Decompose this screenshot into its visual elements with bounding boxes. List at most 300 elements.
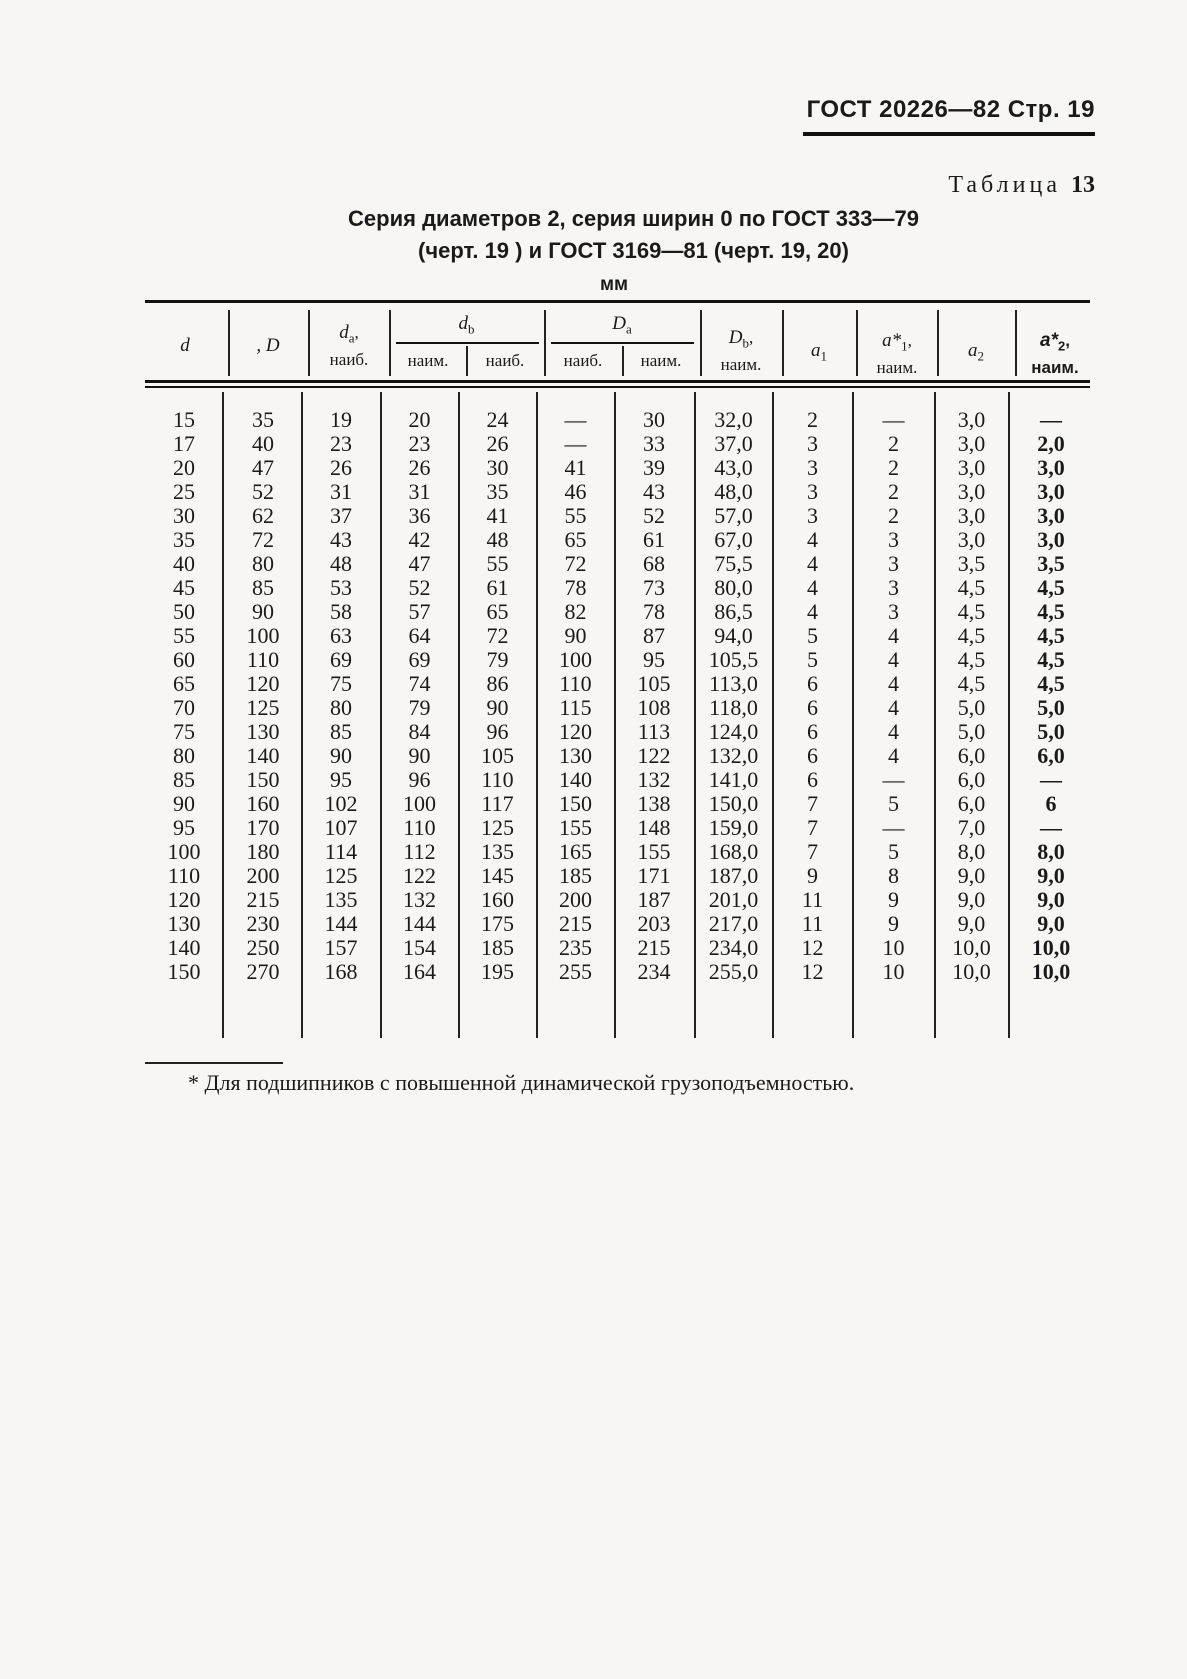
table-cell: 10	[882, 959, 905, 984]
table-cell: 150	[246, 767, 280, 792]
table-cell: 140	[246, 743, 280, 768]
table-caption-line1: Серия диаметров 2, серия ширин 0 по ГОСТ 333—79	[348, 206, 919, 231]
table-cell: 41	[564, 455, 587, 480]
table-cell: 55	[486, 551, 509, 576]
table-cell: 4,5	[1037, 623, 1065, 648]
table-cell: 26	[330, 455, 352, 480]
table-cell: 10,0	[952, 935, 991, 960]
table-cell: 9,0	[957, 863, 986, 888]
table-cell: 125	[324, 863, 358, 888]
col-a2-star	[1010, 408, 1092, 984]
col-header-D: , D	[256, 335, 280, 356]
col-da	[303, 408, 379, 984]
table-cell: 4	[807, 575, 818, 600]
table-cell: 10,0	[1031, 935, 1071, 960]
table-cell: 35	[252, 407, 274, 432]
table-cell: 160	[481, 887, 514, 912]
header-rule	[803, 132, 1095, 136]
table-cell: 230	[246, 911, 280, 936]
table-cell: 114	[324, 839, 358, 864]
table-cell: 165	[559, 839, 592, 864]
table-cell: 80	[330, 695, 352, 720]
table-cell: 72	[564, 551, 587, 576]
table-cell: 6,0	[957, 791, 986, 816]
table-cell: —	[564, 407, 587, 432]
table-cell: 43,0	[714, 455, 753, 480]
table-cell: 2,0	[1037, 431, 1065, 456]
table-cell: 4,5	[957, 599, 986, 624]
table-cell: 90	[408, 743, 431, 768]
col-db-min	[382, 408, 457, 984]
table-cell: 6	[807, 695, 818, 720]
table-cell: 157	[324, 935, 358, 960]
col-Db	[696, 408, 771, 984]
table-cell: 9	[888, 887, 899, 912]
table-cell: 155	[559, 815, 592, 840]
table-cell: 75	[330, 671, 352, 696]
table-cell: 7	[807, 815, 818, 840]
col-header-a1-star: $a*_1$, наим.	[876, 330, 918, 378]
page-header: ГОСТ 20226—82 Стр. 19	[806, 96, 1095, 123]
table-cell: 2	[888, 479, 899, 504]
table-cell: 120	[246, 671, 280, 696]
col-header-db-min: наим.	[407, 351, 449, 370]
table-cell: 80	[173, 743, 195, 768]
table-cell: 69	[330, 647, 352, 672]
table-cell: —	[1040, 407, 1062, 432]
table-cell: 5,0	[1037, 719, 1065, 744]
table-cell: 90	[564, 623, 587, 648]
table-cell: 78	[564, 575, 587, 600]
table-cell: 175	[481, 911, 514, 936]
table-cell: 33	[643, 431, 665, 456]
table-cell: 107	[324, 815, 358, 840]
table-cell: 95	[643, 647, 665, 672]
table-cell: 61	[486, 575, 509, 600]
table-cell: 217,0	[708, 911, 759, 936]
table-cell: 41	[486, 503, 509, 528]
table-cell: 135	[481, 839, 514, 864]
table-cell: 110	[167, 863, 201, 888]
table-cell: 52	[643, 503, 665, 528]
table-cell: 100	[167, 839, 201, 864]
table-cell: 67,0	[714, 527, 753, 552]
table-cell: 215	[246, 887, 280, 912]
table-cell: 74	[408, 671, 431, 696]
table-cell: 4,5	[1037, 599, 1065, 624]
table-cell: 3	[807, 479, 818, 504]
table-cell: 40	[252, 431, 274, 456]
table-cell: 55	[564, 503, 587, 528]
table-cell: 75	[173, 719, 195, 744]
table-cell: 55	[173, 623, 195, 648]
table-cell: 125	[246, 695, 280, 720]
table-cell: 170	[246, 815, 280, 840]
table-cell: 3,0	[957, 407, 986, 432]
table-cell: 32,0	[714, 407, 753, 432]
table-cell: 30	[643, 407, 665, 432]
table-cell: 4,5	[957, 671, 986, 696]
table-cell: 86,5	[714, 599, 753, 624]
table-cell: 52	[408, 575, 431, 600]
table-cell: 100	[559, 647, 592, 672]
table-cell: 215	[637, 935, 671, 960]
table-cell: 62	[252, 503, 274, 528]
table-cell: 6	[1045, 791, 1057, 816]
table-cell: 124,0	[708, 719, 759, 744]
header-bottom-rule2	[145, 386, 1090, 388]
table-cell: 96	[408, 767, 431, 792]
table-cell: 3,0	[1037, 479, 1065, 504]
table-cell: 95	[330, 767, 352, 792]
table-cell: 7,0	[957, 815, 986, 840]
table-cell: 6,0	[957, 767, 986, 792]
table-cell: 3	[807, 503, 818, 528]
table-cell: 105,5	[708, 647, 759, 672]
table-cell: 10,0	[952, 959, 991, 984]
table-cell: 35	[486, 479, 509, 504]
table-cell: 3	[888, 575, 899, 600]
table-cell: 3	[807, 455, 818, 480]
table-cell: 37	[330, 503, 352, 528]
col-a2	[936, 408, 1007, 984]
table-cell: 145	[481, 863, 514, 888]
table-cell: 5,0	[957, 719, 986, 744]
table-cell: 148	[637, 815, 671, 840]
footnote: * Для подшипников с повышенной динамической грузоподъемностью.	[188, 1070, 855, 1095]
table-cell: 118,0	[709, 695, 758, 720]
table-cell: 5	[888, 791, 899, 816]
table-cell: 6	[807, 767, 818, 792]
table-cell: 187	[637, 887, 671, 912]
table-cell: 3	[888, 599, 899, 624]
table-cell: 215	[559, 911, 592, 936]
table-cell: 185	[559, 863, 592, 888]
table-cell: 68	[643, 551, 665, 576]
table-cell: 90	[173, 791, 195, 816]
table-cell: 255,0	[708, 959, 759, 984]
col-header-d: d	[180, 335, 190, 356]
table-cell: 4	[888, 719, 899, 744]
table-num: 13	[1071, 172, 1095, 198]
table-cell: 5,0	[1037, 695, 1065, 720]
table-cell: —	[882, 815, 905, 840]
table-cell: 80	[252, 551, 274, 576]
table-cell: 90	[486, 695, 509, 720]
table-cell: 86	[486, 671, 509, 696]
table-cell: 3	[888, 527, 899, 552]
table-cell: 4	[807, 599, 818, 624]
table-cell: —	[564, 431, 587, 456]
table-cell: 9,0	[957, 911, 986, 936]
table-cell: 130	[246, 719, 280, 744]
table-cell: 8,0	[957, 839, 986, 864]
table-cell: 60	[173, 647, 195, 672]
table-cell: 90	[330, 743, 352, 768]
table-cell: 155	[637, 839, 671, 864]
table-cell: 30	[173, 503, 195, 528]
col-Da-max	[538, 408, 613, 984]
table-cell: 20	[408, 407, 431, 432]
table-cell: 201,0	[708, 887, 759, 912]
table-word: Таблица	[948, 172, 1061, 198]
col-header-Da-max: наиб.	[563, 351, 603, 370]
table-cell: 3,0	[957, 503, 986, 528]
table-cell: 57,0	[714, 503, 753, 528]
table-top-rule	[145, 300, 1090, 303]
table-cell: 122	[403, 863, 436, 888]
table-cell: 150	[167, 959, 201, 984]
table-cell: 45	[173, 575, 195, 600]
table-cell: 4	[888, 647, 899, 672]
col-header-da: $d_a$, наиб.	[329, 322, 369, 370]
table-cell: 250	[246, 935, 280, 960]
col-Da-min	[616, 408, 692, 984]
table-cell: 94,0	[714, 623, 753, 648]
table-cell: 235	[559, 935, 592, 960]
col-header-db-max: наиб.	[485, 351, 525, 370]
table-cell: 9,0	[1037, 863, 1065, 888]
col-a1-star	[854, 408, 933, 984]
table-cell: 40	[173, 551, 195, 576]
table-cell: 6	[807, 671, 818, 696]
table-cell: 3,5	[1037, 551, 1065, 576]
col-a1	[774, 408, 851, 984]
table-cell: —	[1040, 767, 1062, 792]
col-d	[148, 408, 220, 984]
table-cell: 234,0	[708, 935, 759, 960]
table-cell: 4	[888, 623, 899, 648]
table-cell: 37,0	[714, 431, 753, 456]
table-cell: 112	[403, 839, 436, 864]
table-cell: 5,0	[957, 695, 986, 720]
table-cell: 187,0	[708, 863, 759, 888]
table-cell: 61	[643, 527, 665, 552]
table-cell: 6,0	[957, 743, 986, 768]
table-cell: 47	[408, 551, 431, 576]
unit-label: мм	[600, 274, 629, 295]
table-cell: 47	[252, 455, 274, 480]
table-cell: 48	[330, 551, 352, 576]
table-number	[948, 172, 1095, 199]
table-cell: 11	[801, 887, 824, 912]
table-cell: 140	[559, 767, 592, 792]
table-cell: 100	[403, 791, 436, 816]
table-cell: 3,0	[1037, 503, 1065, 528]
table-cell: 168	[324, 959, 358, 984]
table-cell: 117	[481, 791, 514, 816]
table-cell: 4	[888, 671, 899, 696]
table-cell: 43	[330, 527, 352, 552]
db-subheader-rule	[396, 342, 539, 344]
table-cell: 53	[330, 575, 352, 600]
table-cell: 3,0	[957, 431, 986, 456]
table-cell: 85	[173, 767, 195, 792]
table-cell: 195	[481, 959, 514, 984]
table-cell: 12	[801, 959, 824, 984]
table-cell: 8	[888, 863, 899, 888]
table-cell: 4,5	[957, 623, 986, 648]
table-cell: 100	[246, 623, 280, 648]
table-cell: 82	[564, 599, 587, 624]
table-cell: 120	[167, 887, 201, 912]
table-cell: 2	[888, 431, 899, 456]
table-cell: 20	[173, 455, 195, 480]
table-cell: 130	[167, 911, 201, 936]
table-cell: 2	[807, 407, 818, 432]
table-cell: 9	[807, 863, 818, 888]
header-bottom-rule	[145, 380, 1090, 383]
table-cell: 7	[807, 791, 818, 816]
table-cell: 70	[173, 695, 195, 720]
table-cell: 270	[246, 959, 280, 984]
table-cell: 48,0	[714, 479, 753, 504]
table-cell: —	[882, 767, 905, 792]
table-cell: 4	[807, 527, 818, 552]
table-cell: 200	[559, 887, 592, 912]
table-cell: 95	[173, 815, 195, 840]
table-cell: 3	[888, 551, 899, 576]
table-cell: 2	[888, 455, 899, 480]
table-cell: 180	[246, 839, 280, 864]
table-cell: 15	[173, 407, 195, 432]
table-cell: 25	[173, 479, 195, 504]
table-cell: 9,0	[1037, 911, 1065, 936]
table-cell: 10,0	[1031, 959, 1071, 984]
table-cell: 84	[408, 719, 431, 744]
table-cell: 63	[330, 623, 352, 648]
table-cell: 144	[324, 911, 358, 936]
table-cell: 130	[559, 743, 592, 768]
table-cell: 110	[559, 671, 592, 696]
table-cell: 3,0	[957, 527, 986, 552]
table-cell: 138	[637, 791, 671, 816]
table-cell: 102	[324, 791, 358, 816]
table-cell: 200	[246, 863, 280, 888]
table-cell: —	[1040, 815, 1062, 840]
table-cell: 5	[888, 839, 899, 864]
table-cell: 50	[173, 599, 195, 624]
table-cell: 4,5	[1037, 647, 1065, 672]
table-cell: 144	[403, 911, 436, 936]
table-cell: 65	[564, 527, 587, 552]
table-cell: 90	[252, 599, 274, 624]
table-cell: 4	[888, 743, 899, 768]
col-D	[226, 408, 300, 984]
table-cell: 135	[324, 887, 358, 912]
table-cell: 79	[486, 647, 509, 672]
table-cell: 96	[486, 719, 509, 744]
table-cell: 4,5	[1037, 575, 1065, 600]
table-cell: 17	[173, 431, 195, 456]
table-cell: 110	[481, 767, 514, 792]
table-cell: 8,0	[1037, 839, 1065, 864]
table-cell: 78	[643, 599, 665, 624]
table-cell: 115	[559, 695, 592, 720]
table-cell: 43	[643, 479, 665, 504]
table-cell: 11	[801, 911, 824, 936]
table-cell: 75,5	[714, 551, 753, 576]
col-header-a1: $a_1$	[811, 340, 827, 364]
table-cell: 5	[807, 647, 818, 672]
table-cell: 72	[486, 623, 509, 648]
table-cell: 10	[882, 935, 905, 960]
table-cell: 122	[637, 743, 671, 768]
table-cell: 9	[888, 911, 899, 936]
table-cell: 52	[252, 479, 274, 504]
table-cell: 234	[637, 959, 671, 984]
table-cell: 168,0	[708, 839, 759, 864]
table-cell: 3,0	[957, 479, 986, 504]
table-cell: 108	[637, 695, 671, 720]
table-cell: 26	[486, 431, 509, 456]
table-caption-line2: (черт. 19 ) и ГОСТ 3169—81 (черт. 19, 20)	[418, 238, 849, 263]
table-cell: 7	[807, 839, 818, 864]
table-cell: 6	[807, 719, 818, 744]
table-cell: 105	[637, 671, 671, 696]
table-cell: 3,5	[957, 551, 986, 576]
footnote-rule	[145, 1062, 283, 1064]
table-cell: 113	[637, 719, 671, 744]
table-cell: 72	[252, 527, 274, 552]
table-cell: 9,0	[1037, 887, 1065, 912]
table-cell: 125	[481, 815, 514, 840]
table-cell: 4,5	[1037, 671, 1065, 696]
table-cell: 255	[559, 959, 592, 984]
table-cell: 4,5	[957, 647, 986, 672]
table-cell: 79	[408, 695, 431, 720]
table-cell: 73	[643, 575, 665, 600]
table-cell: 85	[252, 575, 274, 600]
table-cell: 113,0	[709, 671, 758, 696]
table-cell: 4,5	[957, 575, 986, 600]
table-cell: 3,0	[1037, 455, 1065, 480]
table-cell: 69	[408, 647, 431, 672]
table-cell: 31	[330, 479, 352, 504]
table-cell: 120	[559, 719, 592, 744]
table-cell: 154	[403, 935, 436, 960]
table-cell: 141,0	[708, 767, 759, 792]
table-cell: 65	[486, 599, 509, 624]
table-cell: 110	[403, 815, 436, 840]
table-cell: 203	[637, 911, 671, 936]
Da-subheader-rule	[551, 342, 694, 344]
table-cell: 87	[643, 623, 665, 648]
table-cell: 4	[807, 551, 818, 576]
table-cell: 132	[637, 767, 671, 792]
col-header-a2: $a_2$	[968, 340, 984, 364]
col-header-db: $d_b$	[458, 313, 475, 337]
col-header-a2-star: $a*_2$, наим.	[1031, 330, 1079, 378]
table-cell: 46	[564, 479, 587, 504]
table-cell: 80,0	[714, 575, 753, 600]
table-cell: 57	[408, 599, 431, 624]
table-cell: 150	[559, 791, 592, 816]
table-cell: 105	[481, 743, 514, 768]
table-cell: 36	[408, 503, 431, 528]
table-cell: 132,0	[708, 743, 759, 768]
table-cell: 185	[481, 935, 514, 960]
table-cell: 159,0	[708, 815, 759, 840]
table-cell: 3,0	[1037, 527, 1065, 552]
table-cell: 110	[246, 647, 280, 672]
col-db-max	[460, 408, 535, 984]
table-cell: 12	[801, 935, 824, 960]
table-cell: 23	[408, 431, 431, 456]
table-cell: 30	[486, 455, 509, 480]
table-cell: 65	[173, 671, 195, 696]
table-cell: 19	[330, 407, 352, 432]
